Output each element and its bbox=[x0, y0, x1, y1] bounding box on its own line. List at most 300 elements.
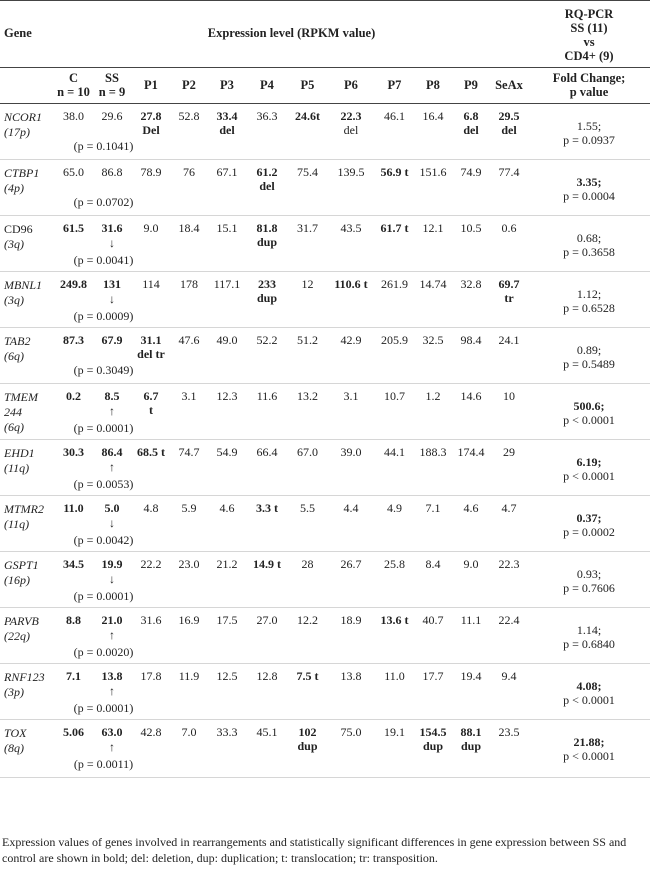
control-ss-cell bbox=[55, 551, 132, 607]
expression-cell bbox=[375, 159, 414, 215]
expression-value: 6.7 bbox=[143, 388, 159, 403]
expression-value: 27.8 bbox=[140, 108, 162, 123]
control-value bbox=[55, 557, 92, 587]
up-arrow-icon: ↑ bbox=[109, 403, 115, 418]
expression-cell bbox=[327, 607, 375, 663]
expression-cell bbox=[208, 495, 246, 551]
fold-change-p-value: p = 0.5489 bbox=[563, 356, 615, 371]
fold-change-p-value: p = 0.0002 bbox=[563, 524, 615, 539]
expression-cell bbox=[288, 103, 327, 159]
expression-value: 19.4 bbox=[460, 668, 482, 683]
expression-value: 12.8 bbox=[256, 668, 278, 683]
expression-value: 117.1 bbox=[213, 276, 241, 291]
expression-cell bbox=[414, 383, 452, 439]
expression-value: 76 bbox=[183, 164, 195, 179]
expression-value: 174.4 bbox=[457, 444, 485, 459]
expression-value: 36.3 bbox=[256, 108, 278, 123]
expression-value: 10 bbox=[503, 388, 515, 403]
fold-change-p-value: p = 0.6528 bbox=[563, 300, 615, 315]
expression-value: 139.5 bbox=[337, 164, 365, 179]
ss-value-text: 67.9 bbox=[101, 332, 123, 347]
control-header bbox=[55, 67, 92, 103]
expression-cell bbox=[490, 215, 528, 271]
gene-cell bbox=[0, 439, 55, 495]
fold-change-value: 500.6; bbox=[573, 398, 605, 413]
fold-change-value: 0.89; bbox=[576, 342, 602, 357]
fold-change-p-value: p < 0.0001 bbox=[563, 412, 615, 427]
ss-value bbox=[92, 277, 132, 307]
ss-label: SS bbox=[105, 71, 119, 85]
gene-name: TAB2 bbox=[4, 333, 31, 348]
ss-header bbox=[92, 67, 132, 103]
p-value: (p = 0.3049) bbox=[73, 362, 134, 377]
expression-cell bbox=[288, 159, 327, 215]
expression-value: 16.9 bbox=[178, 612, 200, 627]
expression-cell bbox=[490, 663, 528, 719]
expression-value: 68.5 t bbox=[137, 444, 165, 459]
rearrangement-label: dup bbox=[460, 738, 482, 753]
table-footnote: Expression values of genes involved in rearrangements and statistically significant differences in gene expression between SS and control are shown in bold; del: deletion, dup: duplication; t: translocation; tr: transposition. bbox=[2, 835, 627, 865]
expression-value: 3.3 t bbox=[256, 500, 278, 515]
expression-cell bbox=[490, 495, 528, 551]
patient-header: P7 bbox=[375, 67, 414, 103]
ss-value-text: 19.9 bbox=[101, 556, 123, 571]
expression-cell bbox=[452, 551, 490, 607]
control-value-text: 0.2 bbox=[66, 388, 81, 403]
control-value-text: 30.3 bbox=[63, 444, 84, 459]
chromosome-label: (6q) bbox=[4, 419, 24, 434]
expression-cell bbox=[170, 719, 208, 777]
expression-value: 13.8 bbox=[340, 668, 362, 683]
expression-value: 114 bbox=[142, 276, 160, 291]
expression-cell bbox=[490, 271, 528, 327]
expression-header: Expression level (RPKM value) bbox=[207, 26, 376, 41]
control-value bbox=[55, 725, 92, 755]
expression-value: 9.0 bbox=[463, 556, 479, 571]
ss-value-text: 8.5 bbox=[104, 388, 120, 403]
expression-value: 74.7 bbox=[178, 444, 200, 459]
expression-value: 31.6 bbox=[140, 612, 162, 627]
expression-value: 47.6 bbox=[178, 332, 200, 347]
expression-value: 27.0 bbox=[256, 612, 278, 627]
expression-value: 15.1 bbox=[216, 220, 238, 235]
expression-value: 33.4 bbox=[216, 108, 238, 123]
expression-cell bbox=[246, 663, 288, 719]
expression-cell bbox=[414, 439, 452, 495]
gene-name: TOX bbox=[4, 725, 27, 740]
expression-cell bbox=[452, 719, 490, 777]
expression-cell bbox=[246, 607, 288, 663]
p-value: (p = 0.0042) bbox=[73, 532, 134, 547]
chromosome-label: (4p) bbox=[4, 180, 24, 195]
fold-change-cell bbox=[528, 663, 650, 719]
fold-change-cell bbox=[528, 103, 650, 159]
control-value bbox=[55, 277, 92, 307]
expression-value: 75.4 bbox=[297, 164, 318, 179]
gene-name: MTMR2 bbox=[4, 501, 44, 516]
expression-value: 75.0 bbox=[340, 724, 362, 739]
expression-cell bbox=[490, 719, 528, 777]
chromosome-label: (17p) bbox=[4, 124, 30, 139]
expression-value: 52.2 bbox=[256, 332, 278, 347]
expression-value: 22.3 bbox=[498, 556, 520, 571]
p-value: (p = 0.1041) bbox=[73, 138, 134, 153]
fold-change-cell bbox=[528, 159, 650, 215]
chromosome-label: (11q) bbox=[4, 516, 30, 531]
expression-value: 11.9 bbox=[178, 668, 200, 683]
fold-change-cell bbox=[528, 327, 650, 383]
fold-change-value: 0.37; bbox=[576, 510, 602, 525]
expression-value: 12.1 bbox=[422, 220, 444, 235]
rq-line: RQ-PCR bbox=[564, 7, 614, 22]
rearrangement-label: dup bbox=[297, 738, 318, 753]
expression-cell bbox=[375, 271, 414, 327]
expression-value: 4.8 bbox=[143, 500, 159, 515]
expression-cell bbox=[170, 271, 208, 327]
expression-value: 17.7 bbox=[422, 668, 444, 683]
rearrangement-label: del bbox=[219, 122, 235, 137]
expression-value: 13.2 bbox=[297, 388, 318, 403]
expression-cell bbox=[490, 159, 528, 215]
control-value-text: 11.0 bbox=[63, 500, 84, 515]
expression-value: 67.0 bbox=[297, 444, 318, 459]
control-ss-cell bbox=[55, 495, 132, 551]
expression-cell bbox=[170, 103, 208, 159]
expression-value: 22.3 bbox=[340, 108, 362, 123]
ss-n: n = 9 bbox=[98, 85, 126, 99]
table-row bbox=[0, 495, 650, 551]
patient-header: P8 bbox=[414, 67, 452, 103]
fold-change-value: 0.93; bbox=[576, 566, 602, 581]
expression-cell bbox=[452, 271, 490, 327]
gene-cell bbox=[0, 271, 55, 327]
header-row bbox=[0, 1, 650, 67]
expression-cell bbox=[208, 607, 246, 663]
expression-cell bbox=[327, 271, 375, 327]
patient-header: P6 bbox=[327, 67, 375, 103]
expression-value: 18.9 bbox=[340, 612, 362, 627]
p-value: (p = 0.0041) bbox=[73, 252, 134, 267]
expression-value: 28 bbox=[301, 556, 314, 571]
expression-value: 12.5 bbox=[216, 668, 238, 683]
gene-name-continued: 244 bbox=[4, 404, 22, 419]
expression-cell bbox=[208, 159, 246, 215]
expression-cell bbox=[288, 215, 327, 271]
expression-cell bbox=[375, 551, 414, 607]
p-value: (p = 0.0020) bbox=[73, 644, 134, 659]
fold-change-label: Fold Change; bbox=[552, 71, 626, 85]
expression-cell bbox=[170, 327, 208, 383]
expression-value: 16.4 bbox=[422, 108, 444, 123]
fold-change-value: 3.35; bbox=[576, 174, 602, 189]
control-value-text: 5.06 bbox=[63, 724, 84, 739]
control-value-text: 34.5 bbox=[63, 556, 84, 571]
expression-cell bbox=[208, 383, 246, 439]
rearrangement-label: del bbox=[463, 122, 479, 137]
ss-value-text: 5.0 bbox=[104, 500, 120, 515]
expression-value: 19.1 bbox=[384, 724, 405, 739]
expression-value: 7.0 bbox=[181, 724, 197, 739]
expression-value: 42.8 bbox=[140, 724, 162, 739]
table-row bbox=[0, 327, 650, 383]
ss-value-text: 31.6 bbox=[101, 220, 123, 235]
expression-cell bbox=[208, 719, 246, 777]
expression-value: 26.7 bbox=[340, 556, 362, 571]
expression-cell bbox=[375, 383, 414, 439]
fold-change-cell bbox=[528, 495, 650, 551]
expression-cell bbox=[246, 103, 288, 159]
fold-change-sublabel: p value bbox=[569, 85, 609, 99]
expression-value: 11.1 bbox=[460, 612, 482, 627]
expression-value: 23.5 bbox=[498, 724, 520, 739]
fold-change-p-value: p = 0.6840 bbox=[563, 636, 615, 651]
expression-value: 24.6t bbox=[295, 108, 320, 123]
ss-value-text: 21.0 bbox=[101, 612, 123, 627]
chromosome-label: (3q) bbox=[4, 292, 24, 307]
expression-value: 154.5 bbox=[419, 724, 447, 739]
gene-name: MBNL1 bbox=[4, 277, 43, 292]
rearrangement-label: dup bbox=[422, 738, 444, 753]
expression-value: 102 bbox=[298, 724, 317, 739]
expression-cell bbox=[414, 215, 452, 271]
expression-value: 74.9 bbox=[460, 164, 482, 179]
expression-cell bbox=[414, 663, 452, 719]
rq-line: vs bbox=[583, 35, 595, 50]
fold-change-value: 0.68; bbox=[576, 230, 602, 245]
control-value-text: 65.0 bbox=[63, 164, 84, 179]
patient-header: P2 bbox=[170, 67, 208, 103]
expression-value: 22.4 bbox=[498, 612, 520, 627]
expression-value: 6.8 bbox=[463, 108, 479, 123]
control-ss-cell bbox=[55, 327, 132, 383]
down-arrow-icon: ↓ bbox=[109, 515, 115, 530]
expression-cell bbox=[375, 495, 414, 551]
ss-value bbox=[92, 109, 132, 123]
expression-value: 22.2 bbox=[140, 556, 162, 571]
expression-value: 98.4 bbox=[460, 332, 482, 347]
expression-value: 11.6 bbox=[256, 388, 278, 403]
table-row bbox=[0, 663, 650, 719]
gene-name: RNF123 bbox=[4, 669, 45, 684]
control-value bbox=[55, 333, 92, 347]
ss-value bbox=[92, 725, 132, 755]
expression-cell bbox=[375, 327, 414, 383]
expression-value: 12.3 bbox=[216, 388, 238, 403]
ss-value bbox=[92, 389, 132, 419]
expression-cell bbox=[246, 383, 288, 439]
ss-value bbox=[92, 613, 132, 643]
expression-value: 14.9 t bbox=[253, 556, 281, 571]
control-value-text: 87.3 bbox=[63, 332, 84, 347]
expression-cell bbox=[208, 327, 246, 383]
rearrangement-label: del tr bbox=[137, 346, 165, 361]
expression-cell bbox=[246, 271, 288, 327]
expression-value: 5.9 bbox=[181, 500, 197, 515]
expression-cell bbox=[414, 327, 452, 383]
patient-header: SeAx bbox=[490, 67, 528, 103]
table-row bbox=[0, 271, 650, 327]
fold-change-value: 6.19; bbox=[576, 454, 602, 469]
control-ss-cell bbox=[55, 215, 132, 271]
control-value bbox=[55, 389, 92, 419]
table-row bbox=[0, 719, 650, 777]
expression-cell bbox=[414, 159, 452, 215]
rearrangement-label: del bbox=[501, 122, 517, 137]
chromosome-label: (22q) bbox=[4, 628, 30, 643]
expression-value: 5.5 bbox=[300, 500, 315, 515]
expression-cell bbox=[246, 551, 288, 607]
bottom-rule bbox=[0, 777, 650, 778]
control-value bbox=[55, 445, 92, 475]
chromosome-label: (8q) bbox=[4, 740, 24, 755]
expression-value: 17.8 bbox=[140, 668, 162, 683]
expression-cell bbox=[452, 439, 490, 495]
expression-value: 10.5 bbox=[460, 220, 482, 235]
expression-value: 24.1 bbox=[498, 332, 520, 347]
gene-cell bbox=[0, 327, 55, 383]
expression-value: 77.4 bbox=[498, 164, 520, 179]
expression-value: 61.7 t bbox=[380, 220, 409, 235]
fold-change-cell bbox=[528, 551, 650, 607]
chromosome-label: (16p) bbox=[4, 572, 30, 587]
ss-value bbox=[92, 333, 132, 347]
p-value: (p = 0.0009) bbox=[73, 308, 134, 323]
expression-value: 3.1 bbox=[343, 388, 359, 403]
expression-value: 32.8 bbox=[460, 276, 482, 291]
expression-value: 81.8 bbox=[256, 220, 278, 235]
gene-name: NCOR1 bbox=[4, 109, 43, 124]
expression-cell bbox=[170, 663, 208, 719]
subheader-row bbox=[0, 67, 650, 103]
ss-value-text: 63.0 bbox=[101, 724, 123, 739]
fold-change-p-value: p < 0.0001 bbox=[563, 748, 615, 763]
expression-cell bbox=[414, 719, 452, 777]
expression-value: 31.7 bbox=[297, 220, 318, 235]
control-value bbox=[55, 501, 92, 531]
ss-value bbox=[92, 165, 132, 179]
expression-value: 1.2 bbox=[425, 388, 441, 403]
expression-cell bbox=[208, 271, 246, 327]
gene-cell bbox=[0, 215, 55, 271]
gene-cell bbox=[0, 607, 55, 663]
expression-cell bbox=[246, 159, 288, 215]
expression-value: 12.2 bbox=[297, 612, 318, 627]
rearrangement-label: tr bbox=[504, 290, 514, 305]
expression-value: 78.9 bbox=[140, 164, 162, 179]
expression-value: 14.74 bbox=[419, 276, 447, 291]
expression-cell bbox=[170, 383, 208, 439]
expression-cell bbox=[288, 663, 327, 719]
control-value bbox=[55, 109, 92, 123]
gene-cell bbox=[0, 663, 55, 719]
down-arrow-icon: ↓ bbox=[109, 571, 115, 586]
expression-cell bbox=[452, 327, 490, 383]
table-row bbox=[0, 439, 650, 495]
p-value: (p = 0.0001) bbox=[73, 588, 134, 603]
expression-cell bbox=[414, 271, 452, 327]
expression-cell bbox=[208, 551, 246, 607]
control-ss-cell bbox=[55, 719, 132, 777]
expression-cell bbox=[452, 159, 490, 215]
fold-change-cell bbox=[528, 271, 650, 327]
control-ss-cell bbox=[55, 383, 132, 439]
expression-cell bbox=[288, 551, 327, 607]
table-row bbox=[0, 551, 650, 607]
gene-cell bbox=[0, 551, 55, 607]
ss-value bbox=[92, 445, 132, 475]
chromosome-label: (11q) bbox=[4, 460, 30, 475]
expression-value: 4.6 bbox=[463, 500, 479, 515]
control-ss-cell bbox=[55, 607, 132, 663]
control-value-text: 8.8 bbox=[66, 612, 81, 627]
expression-value: 261.9 bbox=[381, 276, 408, 291]
expression-value: 33.3 bbox=[216, 724, 238, 739]
gene-name: GSPT1 bbox=[4, 557, 39, 572]
expression-value: 4.4 bbox=[343, 500, 359, 515]
gene-cell bbox=[0, 159, 55, 215]
expression-value: 178 bbox=[180, 276, 198, 291]
expression-value: 10.7 bbox=[384, 388, 405, 403]
expression-cell bbox=[170, 215, 208, 271]
expression-cell bbox=[246, 215, 288, 271]
expression-cell bbox=[375, 719, 414, 777]
control-ss-cell bbox=[55, 159, 132, 215]
expression-value: 23.0 bbox=[178, 556, 200, 571]
expression-cell bbox=[246, 719, 288, 777]
patient-header: P1 bbox=[132, 67, 170, 103]
expression-cell bbox=[490, 103, 528, 159]
expression-value: 12 bbox=[301, 276, 314, 291]
control-value bbox=[55, 669, 92, 699]
control-ss-cell bbox=[55, 103, 132, 159]
chromosome-label: (6q) bbox=[4, 348, 24, 363]
expression-cell bbox=[452, 383, 490, 439]
expression-cell bbox=[375, 607, 414, 663]
fold-change-value: 1.12; bbox=[576, 286, 602, 301]
expression-cell bbox=[490, 439, 528, 495]
expression-cell bbox=[246, 439, 288, 495]
control-value bbox=[55, 221, 92, 251]
fold-change-cell bbox=[528, 215, 650, 271]
ss-value-text: 29.6 bbox=[101, 108, 123, 123]
control-value bbox=[55, 613, 92, 643]
expression-cell bbox=[327, 383, 375, 439]
expression-value: 51.2 bbox=[297, 332, 318, 347]
expression-cell bbox=[327, 215, 375, 271]
up-arrow-icon: ↑ bbox=[109, 739, 115, 754]
patient-header: P3 bbox=[208, 67, 246, 103]
expression-cell bbox=[246, 495, 288, 551]
patient-header: P4 bbox=[246, 67, 288, 103]
rearrangement-label: dup bbox=[256, 290, 278, 305]
control-label: C bbox=[68, 71, 79, 85]
p-value: (p = 0.0702) bbox=[73, 194, 134, 209]
p-value: (p = 0.0001) bbox=[73, 420, 134, 435]
fold-change-cell bbox=[528, 439, 650, 495]
bottom-rule-cell bbox=[0, 777, 650, 778]
expression-cell bbox=[414, 607, 452, 663]
expression-cell bbox=[208, 215, 246, 271]
fold-change-value: 1.14; bbox=[576, 622, 602, 637]
rq-line: SS (11) bbox=[570, 21, 608, 36]
expression-value: 46.1 bbox=[384, 108, 405, 123]
expression-value: 31.1 bbox=[140, 332, 162, 347]
expression-cell bbox=[452, 607, 490, 663]
expression-cell bbox=[246, 327, 288, 383]
table-row bbox=[0, 607, 650, 663]
expression-cell bbox=[170, 159, 208, 215]
gene-header: Gene bbox=[4, 26, 32, 41]
